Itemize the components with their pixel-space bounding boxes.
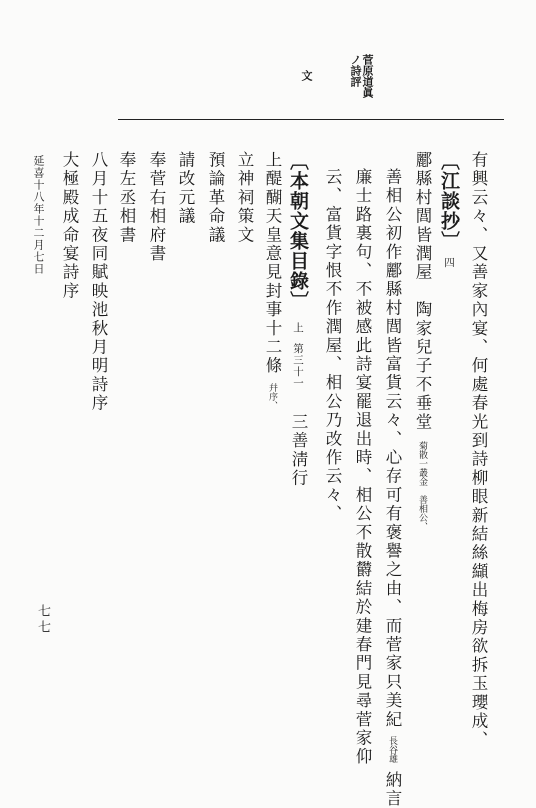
volume-chapter: 第三十一: [292, 343, 304, 390]
running-head-title: [349, 54, 373, 98]
source-bracket-gotansho: 〔江談抄〕: [438, 151, 460, 251]
text-column-6: 云、富貨字恨不作潤屋、相公乃改作云々、: [323, 168, 342, 524]
text-column-9: 立神祠策文: [235, 151, 254, 245]
source-bracket-honcho: 〔本朝文集目錄〕: [287, 151, 309, 311]
note-kiku: 菊散一叢金: [417, 440, 427, 486]
text-column-4: [382, 168, 402, 808]
note-zensoko: 善相公、: [417, 495, 427, 532]
header-rule: [118, 119, 504, 120]
note-jo: 幷序、: [267, 382, 277, 410]
text-column-4-tail: 納言: [383, 770, 402, 808]
note-haseo: 長谷雄: [387, 736, 397, 764]
text-column-2: [439, 151, 459, 269]
running-head-line-1: 菅原道眞: [361, 54, 374, 98]
text-column-1: 有興云々、又善家內宴、何處春光到詩柳眼新結絲纈出梅房欲拆玉瓔成、: [469, 151, 488, 750]
text-column-7: [288, 151, 308, 488]
date-note: 延喜十八年十二月七日: [32, 155, 45, 275]
volume-number: 四: [443, 257, 455, 269]
author-name: 三善淸行: [289, 412, 308, 488]
text-column-14: 八月十五夜同賦映池秋月明詩序: [89, 151, 108, 413]
poem-line: 酈縣村閭皆潤屋 陶家兒子不垂堂: [413, 151, 432, 432]
text-column-11: 請改元議: [176, 151, 195, 226]
volume-label: 上: [292, 322, 304, 334]
text-column-4-body: 善相公初作酈縣村閭皆富貨云々、心存可有褒譽之由、而菅家只美紀: [383, 168, 402, 729]
text-column-3: [412, 151, 432, 531]
text-column-5: 廉士路裏句、不被感此詩宴罷退出時、相公不散欝結於建春門見尋菅家仰: [353, 168, 372, 767]
memorial-title: 上醍醐天皇意見封事十二條: [263, 151, 282, 376]
text-column-10: 預論革命議: [206, 151, 225, 245]
text-column-12: 奉菅右相府書: [147, 151, 166, 264]
text-column-13: 奉左丞相書: [117, 151, 136, 245]
text-column-15: 大極殿成命宴詩序: [60, 151, 79, 301]
page-number: 七七: [35, 604, 50, 636]
section-label: 文: [300, 70, 313, 81]
text-column-8: [262, 151, 282, 410]
running-head-line-2: ノ詩評: [349, 54, 362, 87]
